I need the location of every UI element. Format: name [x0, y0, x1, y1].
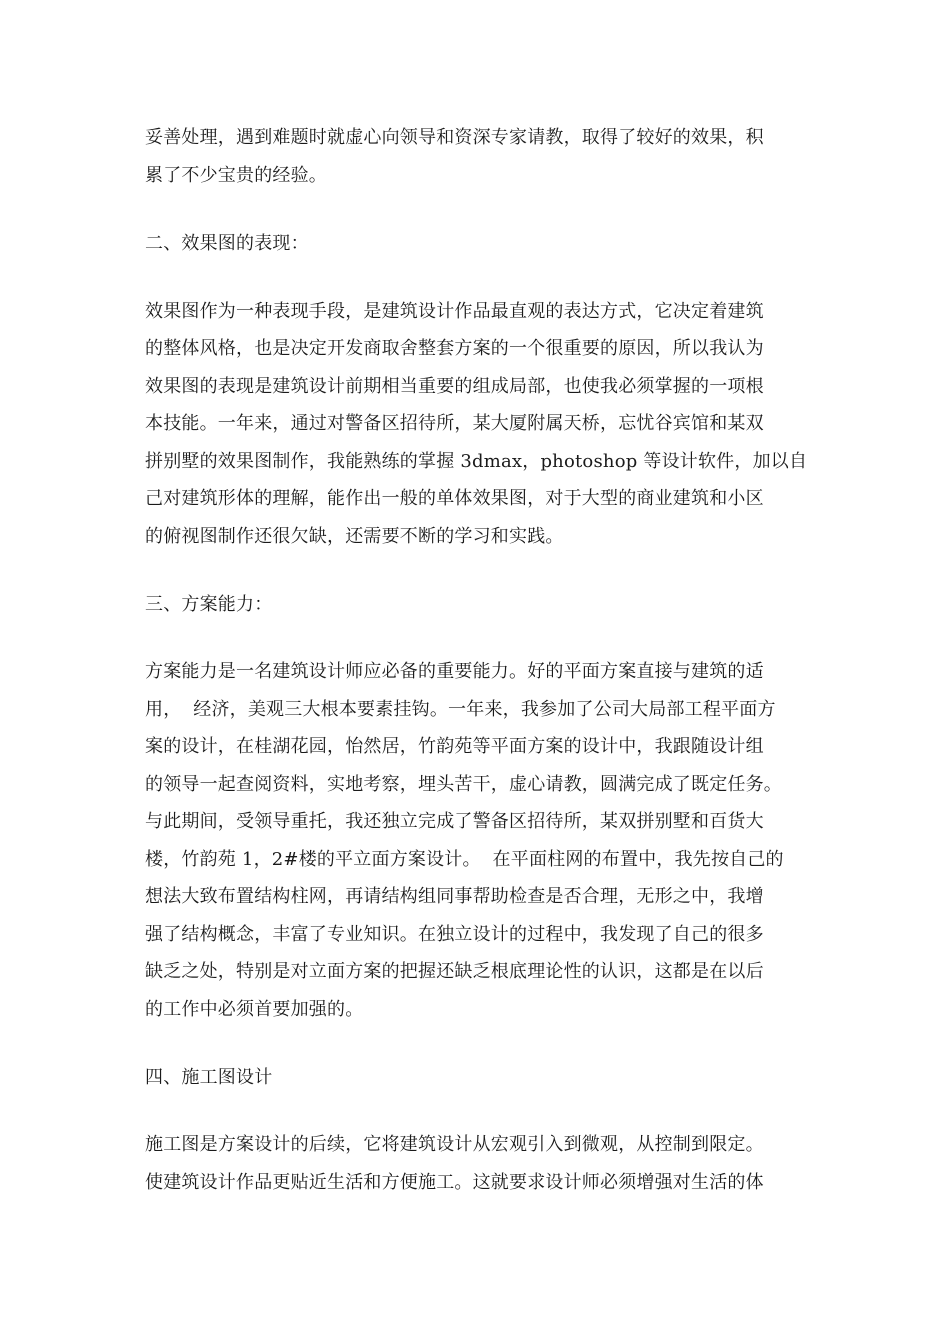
paragraph-line: 楼，竹韵苑 1，2#楼的平立面方案设计。 在平面柱网的布置中，我先按自己的 — [145, 849, 784, 870]
paragraph-line: 的领导一起查阅资料，实地考察，埋头苦干，虚心请教，圆满完成了既定任务。 — [145, 774, 782, 795]
section-heading: 三、方案能力： — [145, 594, 273, 615]
section-heading: 二、效果图的表现： — [145, 233, 309, 254]
paragraph-line: 拼别墅的效果图制作，我能熟练的掌握 3dmax，photoshop 等设计软件，加以自 — [145, 451, 808, 472]
section-heading: 四、施工图设计 — [145, 1067, 273, 1088]
paragraph-line: 方案能力是一名建筑设计师应必备的重要能力。好的平面方案直接与建筑的适 — [145, 661, 764, 682]
paragraph-line: 己对建筑形体的理解，能作出一般的单体效果图，对于大型的商业建筑和小区 — [145, 488, 764, 509]
paragraph-line: 效果图作为一种表现手段，是建筑设计作品最直观的表达方式，它决定着建筑 — [145, 301, 764, 322]
paragraph-line: 与此期间，受领导重托，我还独立完成了警备区招待所，某双拼别墅和百货大 — [145, 811, 764, 832]
paragraph-line: 案的设计，在桂湖花园，怡然居，竹韵苑等平面方案的设计中，我跟随设计组 — [145, 736, 764, 757]
paragraph-line: 累了不少宝贵的经验。 — [145, 165, 327, 186]
paragraph-line: 想法大致布置结构柱网，再请结构组同事帮助检查是否合理，无形之中，我增 — [145, 886, 764, 907]
paragraph-line: 强了结构概念，丰富了专业知识。在独立设计的过程中，我发现了自己的很多 — [145, 924, 764, 945]
paragraph-line: 使建筑设计作品更贴近生活和方便施工。这就要求设计师必须增强对生活的体 — [145, 1172, 764, 1193]
paragraph-line: 的工作中必须首要加强的。 — [145, 999, 364, 1020]
paragraph-line: 妥善处理，遇到难题时就虚心向领导和资深专家请教，取得了较好的效果，积 — [145, 127, 764, 148]
paragraph-line: 的整体风格，也是决定开发商取舍整套方案的一个很重要的原因，所以我认为 — [145, 338, 764, 359]
paragraph-line: 用， 经济，美观三大根本要素挂钩。一年来，我参加了公司大局部工程平面方 — [145, 699, 776, 720]
paragraph-line: 效果图的表现是建筑设计前期相当重要的组成局部，也使我必须掌握的一项根 — [145, 376, 764, 397]
paragraph-line: 的俯视图制作还很欠缺，还需要不断的学习和实践。 — [145, 526, 564, 547]
paragraph-line: 缺乏之处，特别是对立面方案的把握还缺乏根底理论性的认识，这都是在以后 — [145, 961, 764, 982]
paragraph-line: 施工图是方案设计的后续，它将建筑设计从宏观引入到微观，从控制到限定。 — [145, 1134, 764, 1155]
paragraph-line: 本技能。一年来，通过对警备区招待所，某大厦附属天桥，忘忧谷宾馆和某双 — [145, 413, 764, 434]
